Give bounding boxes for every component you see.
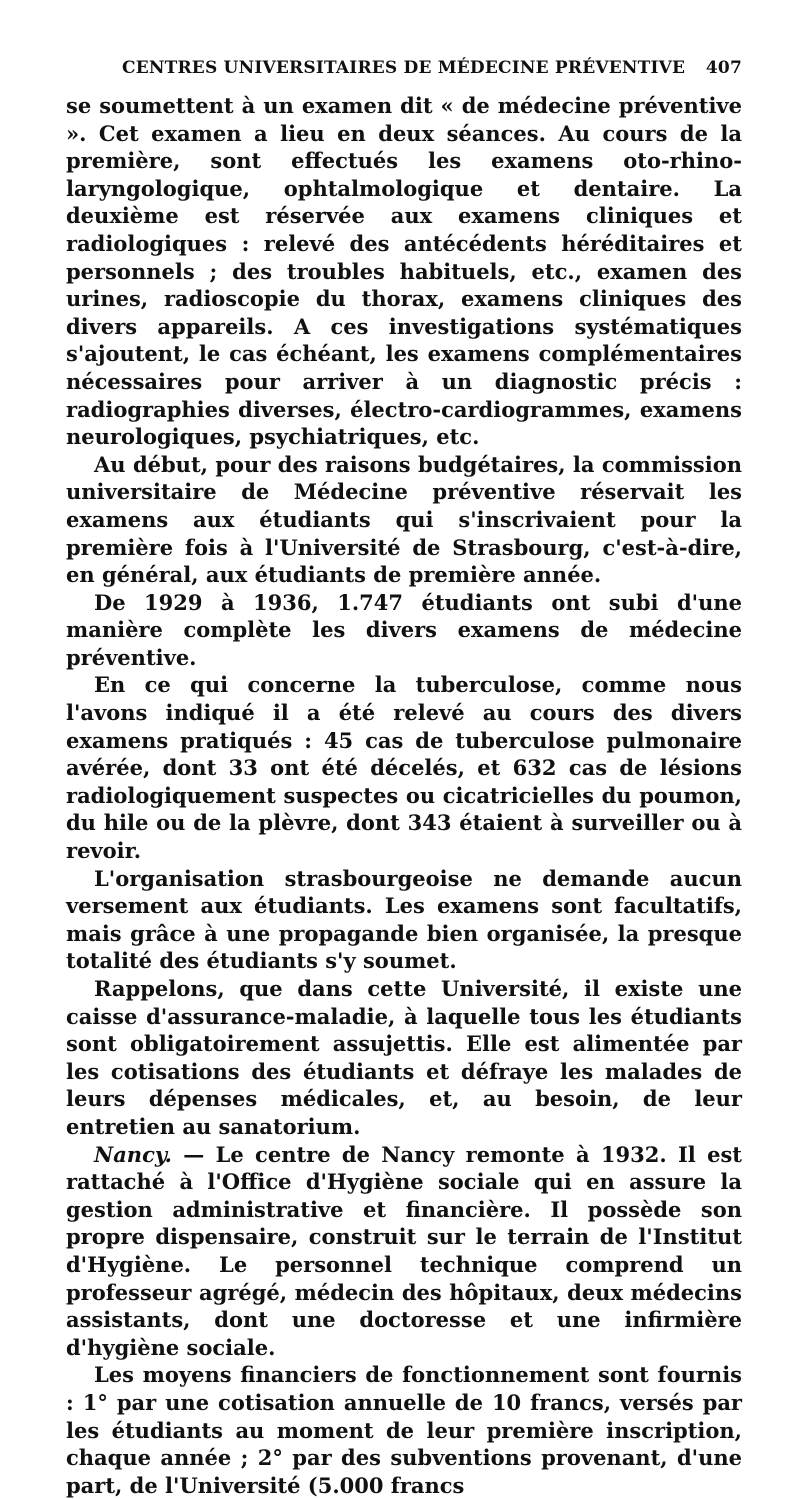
paragraph-nancy — [66, 1141, 742, 1362]
page-number: 407 — [705, 58, 742, 78]
paragraph-statistics: De 1929 à 1936, 1.747 étudiants ont subi d'une manière complète les divers examens de médecine préventive. — [66, 589, 742, 670]
paragraph-budget: Au début, pour des raisons budgétaires, la commission universitaire de Médecine préventive réservait les examens aux étudiants qui s'inscrivaient pour la première fois à l'Université de Strasbourg, c'est-à-dire, en général, aux étudiants de première année. — [66, 451, 742, 588]
body-text — [66, 92, 742, 1499]
nancy-text: — Le centre de Nancy remonte à 1932. Il est rattaché à l'Office d'Hygiène sociale qui en assure la gestion administrative et financière. Il possède son propre dispensaire, construit sur le terrain de l'Institut d'Hygiène. Le personnel technique comprend un professeur agrégé, médecin des hôpitaux, deux médecins assistants, dont une doctoresse et une infirmière d'hygiène sociale. — [66, 1141, 742, 1360]
book-page — [66, 58, 742, 1499]
running-head-title: CENTRES UNIVERSITAIRES DE MÉDECINE PRÉVENTIVE — [122, 58, 686, 78]
running-head — [66, 58, 742, 92]
paragraph-tuberculosis: En ce qui concerne la tuberculose, comme nous l'avons indiqué il a été relevé au cours des divers examens pratiqués : 45 cas de tuberculose pulmonaire avérée, dont 33 ont été décelés, et 632 cas de lésions radiologiquement suspectes ou cicatricielles du poumon, du hile ou de la plèvre, dont 343 étaient à surveiller ou à revoir. — [66, 672, 742, 864]
paragraph-financing: Les moyens financiers de fonctionnement sont fournis : 1° par une cotisation annuelle de 10 francs, versés par les étudiants au moment de leur première inscription, chaque année ; 2° par des subventions provenant, d'une part, de l'Université (5.000 francs — [66, 1362, 742, 1498]
paragraph-insurance: Rappelons, que dans cette Université, il existe une caisse d'assurance-maladie, à laquelle tous les étudiants sont obligatoirement assujettis. Elle est alimentée par les cotisations des étudiants et défraye les malades de leurs dépenses médicales, et, au besoin, de leur entretien au sanatorium. — [66, 976, 742, 1139]
nancy-heading: Nancy. — [94, 1141, 172, 1167]
paragraph-continuation: se soumettent à un examen dit « de médecine préventive ». Cet examen a lieu en deux séances. Au cours de la première, sont effectués les examens oto-rhino-laryngologique, ophtalmologique et dentaire. La deuxième est réservée aux examens cliniques et radiologiques : relevé des antécédents héréditaires et personnels ; des troubles habituels, etc., examen des urines, radioscopie du thorax, examens cliniques des divers appareils. A ces investigations systématiques s'ajoutent, le cas échéant, les examens complémentaires nécessaires pour arriver à un diagnostic précis : radiographies diverses, électro-cardiogrammes, examens neurologiques, psychiatriques, etc. — [66, 93, 742, 450]
paragraph-organisation: L'organisation strasbourgeoise ne demande aucun versement aux étudiants. Les examens sont facultatifs, mais grâce à une propagande bien organisée, la presque totalité des étudiants s'y soumet. — [66, 865, 742, 974]
